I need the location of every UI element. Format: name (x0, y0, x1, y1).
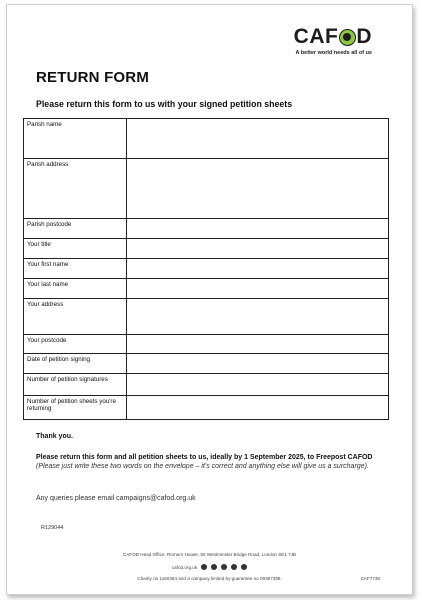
linkedin-icon[interactable] (241, 564, 247, 570)
cafod-logo (294, 25, 372, 56)
signatures-count-field[interactable] (127, 374, 389, 396)
form-label: Your title (24, 239, 127, 259)
last-name-field[interactable] (127, 279, 389, 299)
parish-name-field[interactable] (127, 119, 389, 159)
form-label: Your postcode (24, 335, 127, 354)
parish-postcode-field[interactable] (127, 219, 389, 239)
logo-wordmark (294, 25, 372, 49)
queries-text: Any queries please email campaigns@cafod.org.uk (36, 495, 196, 502)
logo-text-start: CAF (293, 25, 339, 48)
reference-code: R129044 (41, 525, 64, 531)
thank-you-text: Thank you. (36, 433, 73, 440)
form-row (24, 335, 389, 354)
document-page (6, 4, 413, 595)
form-row (24, 239, 389, 259)
footer-website[interactable]: cafod.org.uk (171, 564, 198, 570)
document-code: CAF7738 (360, 576, 380, 581)
return-instructions (36, 453, 376, 472)
threads-icon[interactable] (211, 564, 217, 570)
form-row (24, 299, 389, 335)
instructions-bold: Please return this form and all petition sheets to us, ideally by 1 September 2025, to Freepost CAFOD (36, 454, 373, 461)
form-label: Your address (24, 299, 127, 335)
form-label: Parish name (24, 119, 127, 159)
form-label: Parish postcode (24, 219, 127, 239)
parish-address-field[interactable] (127, 159, 389, 219)
form-label: Number of petition sheets you're returning (24, 396, 127, 420)
title-field[interactable] (127, 239, 389, 259)
form-label: Your first name (24, 259, 127, 279)
x-icon[interactable] (201, 564, 207, 570)
form-row (24, 354, 389, 374)
form-label: Date of petition signing (24, 354, 127, 374)
form-row (24, 219, 389, 239)
instagram-icon[interactable] (231, 564, 237, 570)
page-subtitle: Please return this form to us with your signed petition sheets (36, 99, 293, 109)
form-label: Parish address (24, 159, 127, 219)
form-label: Number of petition signatures (24, 374, 127, 396)
footer-address: CAFOD Head Office, Romero House, 55 Westminster Bridge Road, London SE1 7JB (122, 552, 297, 557)
sheets-count-field[interactable] (127, 396, 389, 420)
form-row (24, 396, 389, 420)
logo-text-end: D (356, 25, 372, 48)
form-row (24, 159, 389, 219)
footer-charity: Charity no 1160384 and a company limited by guarantee no 09387398. (137, 576, 282, 581)
postcode-field[interactable] (127, 335, 389, 354)
first-name-field[interactable] (127, 259, 389, 279)
logo-tagline: A better world needs all of us (295, 50, 372, 56)
page-title: RETURN FORM (36, 69, 150, 86)
form-row (24, 374, 389, 396)
form-row (24, 259, 389, 279)
return-form-table (23, 118, 389, 420)
facebook-icon[interactable] (221, 564, 227, 570)
address-field[interactable] (127, 299, 389, 335)
form-row (24, 119, 389, 159)
form-label: Your last name (24, 279, 127, 299)
instructions-note: (Please just write these two words on the envelope – it's correct and anything else will give us a surcharge). (36, 463, 369, 471)
form-row (24, 279, 389, 299)
globe-icon (339, 29, 356, 46)
signing-date-field[interactable] (127, 354, 389, 374)
footer-links (7, 564, 412, 570)
